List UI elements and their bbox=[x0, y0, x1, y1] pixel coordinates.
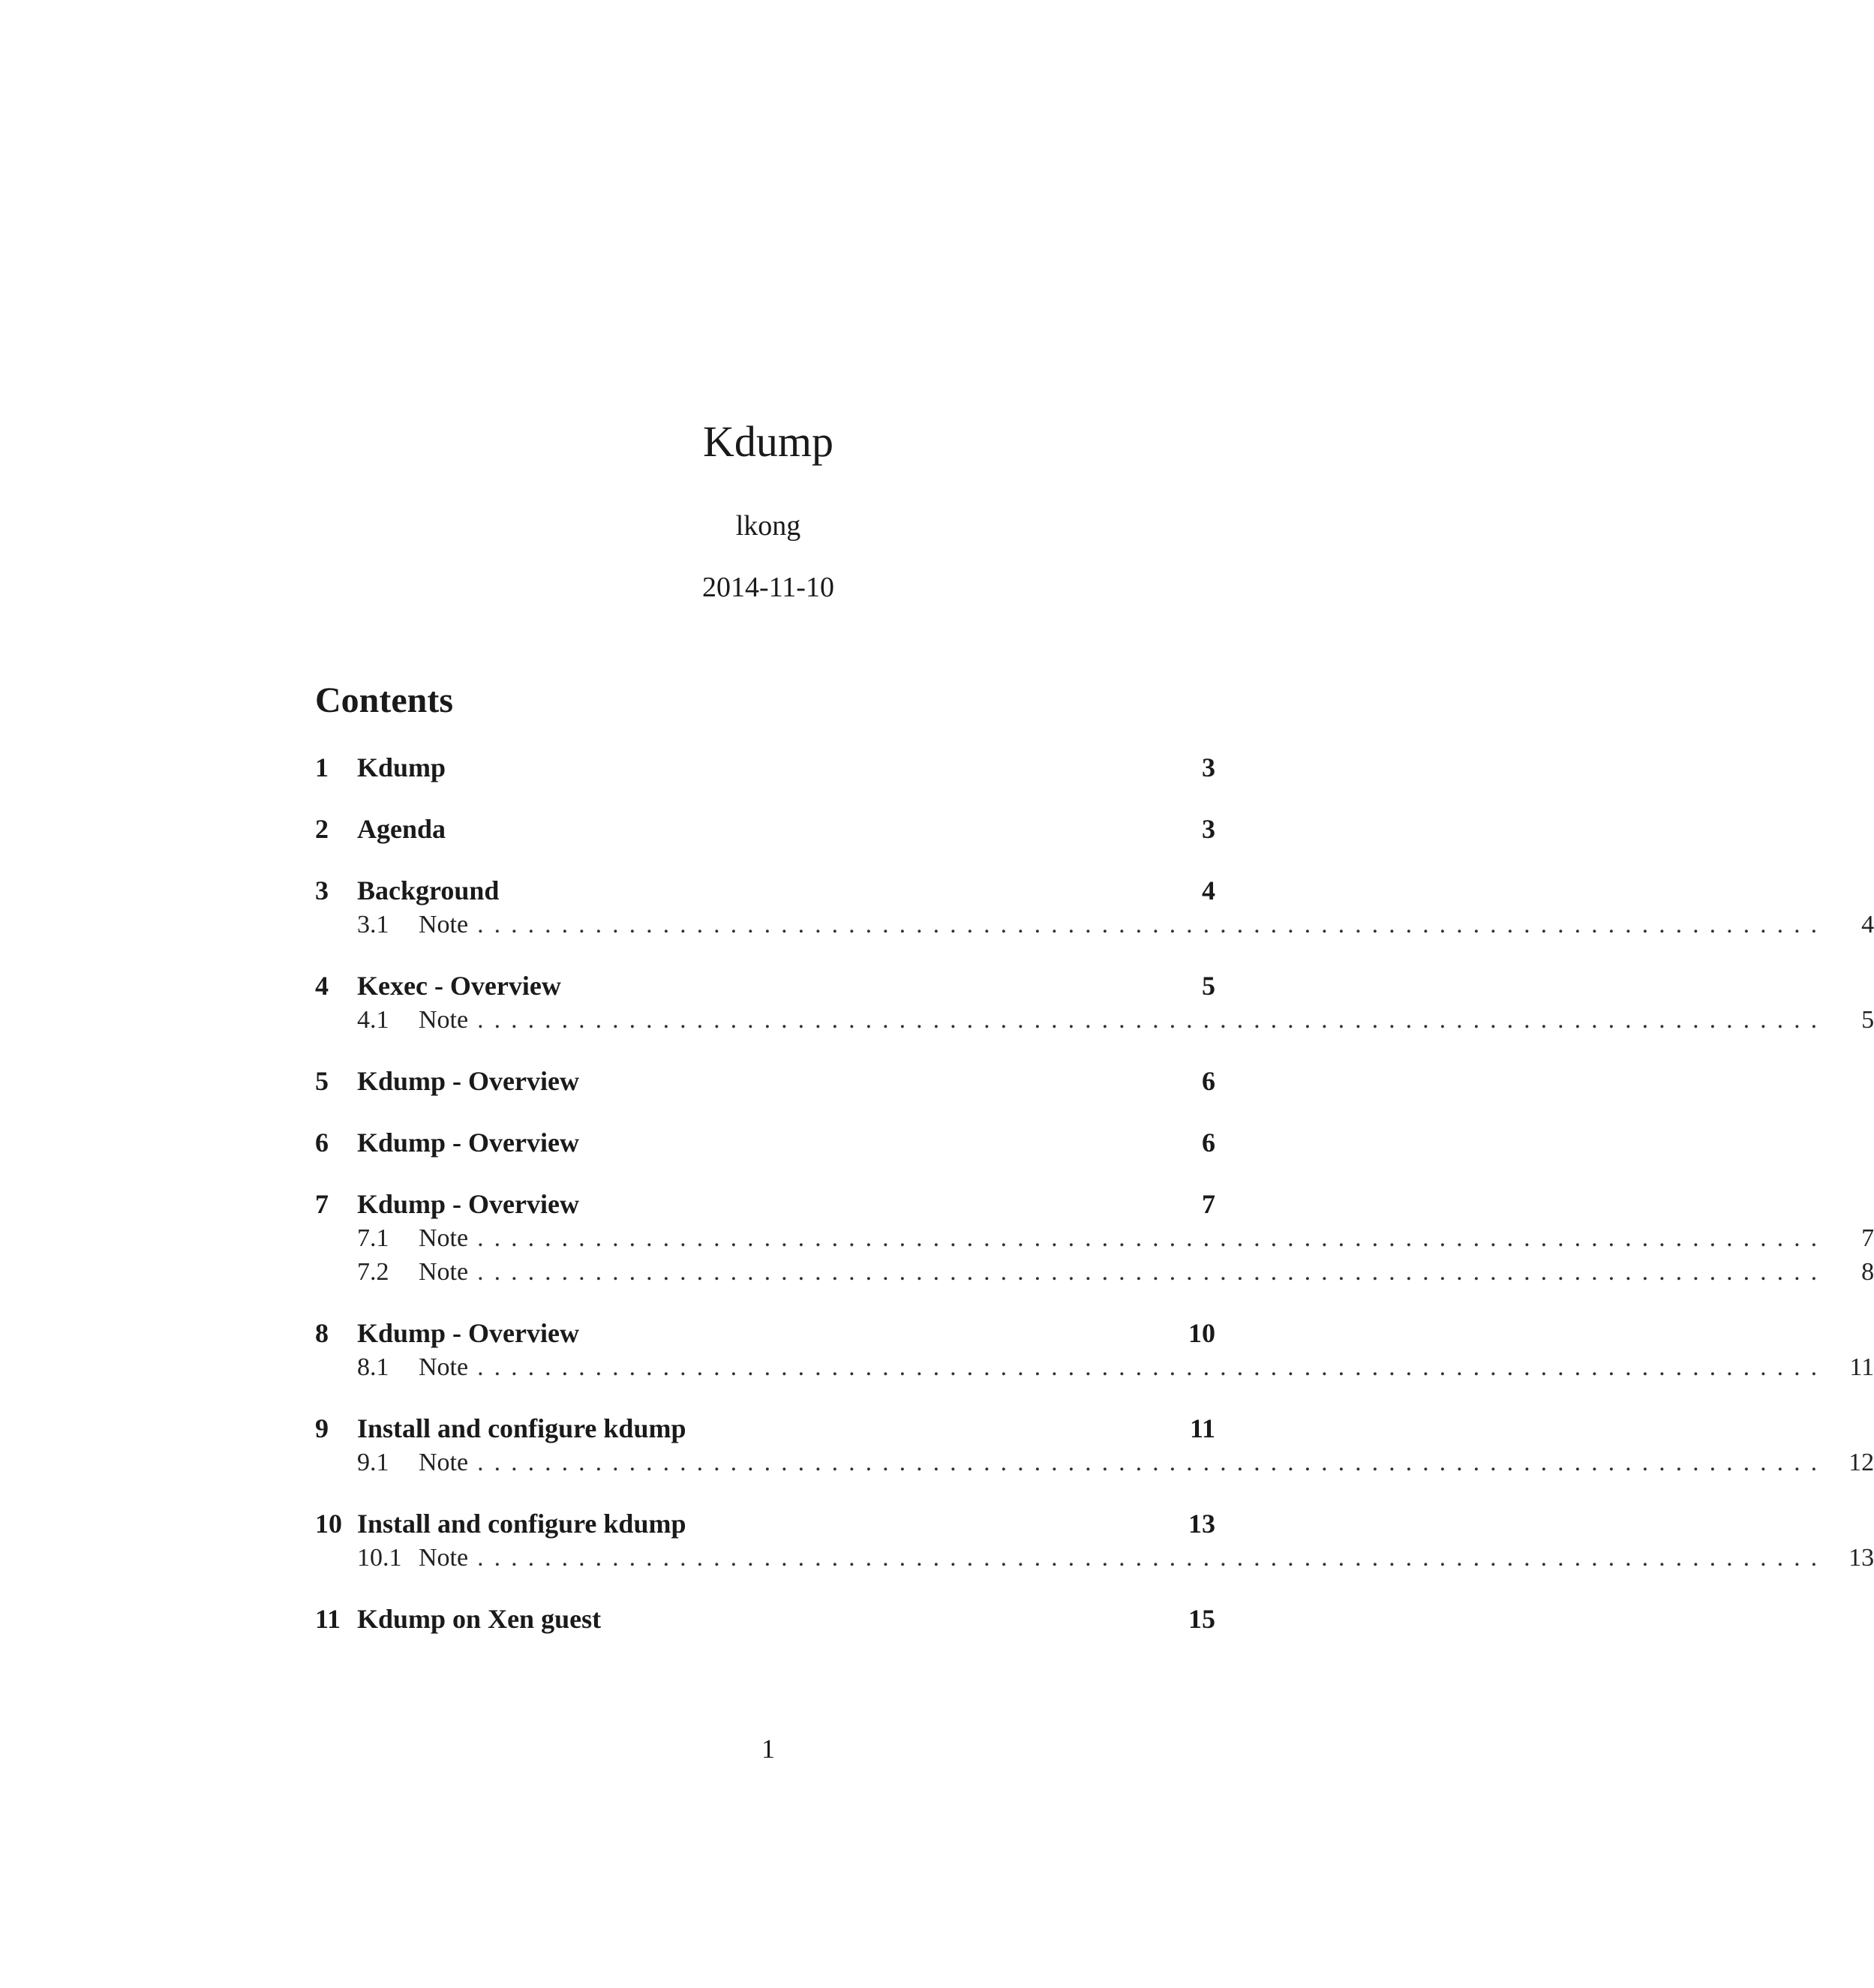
table-of-contents bbox=[315, 750, 1874, 1636]
toc-subsection-entry[interactable] bbox=[315, 1541, 1874, 1575]
toc-subsection-number: 3.1 bbox=[357, 911, 389, 938]
toc-subsection-title: Note bbox=[419, 911, 469, 938]
contents-heading: Contents bbox=[315, 680, 454, 720]
toc-section-title: Kdump - Overview bbox=[357, 1066, 579, 1096]
document-author: lkong bbox=[735, 510, 801, 542]
toc-section-page: 10 bbox=[1188, 1318, 1215, 1348]
toc-section-page: 5 bbox=[1202, 971, 1215, 1001]
toc-section-number: 3 bbox=[315, 875, 329, 905]
toc-section-entry[interactable] bbox=[315, 1506, 1215, 1541]
toc-section-title: Kdump bbox=[357, 752, 446, 782]
toc-section-title: Install and configure kdump bbox=[357, 1509, 686, 1539]
toc-section-entry[interactable] bbox=[315, 1411, 1215, 1446]
toc-section-page: 7 bbox=[1202, 1189, 1215, 1219]
toc-subsection-title: Note bbox=[419, 1006, 469, 1034]
toc-section-title: Agenda bbox=[357, 814, 446, 844]
toc-subsection-page: 8 bbox=[1861, 1258, 1874, 1286]
toc-subsection-page: 7 bbox=[1861, 1224, 1874, 1252]
toc-subsection-number: 7.1 bbox=[357, 1224, 389, 1252]
page-number: 1 bbox=[761, 1734, 775, 1764]
toc-section-entry[interactable] bbox=[315, 812, 1215, 846]
toc-section-page: 3 bbox=[1202, 752, 1215, 782]
toc-subsection-entry[interactable] bbox=[315, 908, 1874, 941]
toc-subsection-page: 12 bbox=[1848, 1449, 1874, 1476]
toc-subsection-page: 11 bbox=[1849, 1353, 1874, 1381]
toc-section-number: 11 bbox=[315, 1604, 341, 1634]
document-date: 2014-11-10 bbox=[702, 572, 834, 603]
toc-subsection-page: 13 bbox=[1848, 1544, 1874, 1572]
toc-section-entry[interactable] bbox=[315, 873, 1215, 908]
toc-subsection-entry[interactable] bbox=[315, 1255, 1874, 1289]
toc-section-page: 15 bbox=[1188, 1604, 1215, 1634]
toc-section-page: 13 bbox=[1188, 1509, 1215, 1539]
toc-subsection-entry[interactable] bbox=[315, 1446, 1874, 1479]
document-title: Kdump bbox=[703, 417, 833, 466]
toc-subsection-title: Note bbox=[419, 1224, 469, 1252]
toc-section-entry[interactable] bbox=[315, 1125, 1215, 1160]
toc-section-title: Install and configure kdump bbox=[357, 1413, 686, 1443]
toc-section-page: 4 bbox=[1202, 875, 1215, 905]
toc-subsection-title: Note bbox=[419, 1544, 469, 1572]
toc-subsection-title: Note bbox=[419, 1258, 469, 1286]
toc-section-number: 4 bbox=[315, 971, 329, 1001]
toc-section-number: 10 bbox=[315, 1509, 342, 1539]
toc-subsection-number: 9.1 bbox=[357, 1449, 389, 1476]
toc-section-entry[interactable] bbox=[315, 750, 1215, 785]
toc-section-page: 6 bbox=[1202, 1128, 1215, 1158]
toc-dot-leader: ................................................................................ bbox=[477, 1449, 1828, 1476]
toc-subsection-number: 7.2 bbox=[357, 1258, 389, 1286]
toc-section-number: 2 bbox=[315, 814, 329, 844]
toc-subsection-page: 5 bbox=[1861, 1006, 1874, 1034]
toc-section-page: 6 bbox=[1202, 1066, 1215, 1096]
toc-section-entry[interactable] bbox=[315, 1187, 1215, 1221]
toc-dot-leader: ................................................................................ bbox=[477, 1224, 1828, 1252]
toc-section-title: Kdump - Overview bbox=[357, 1189, 579, 1219]
toc-section-title: Kdump on Xen guest bbox=[357, 1604, 602, 1634]
toc-subsection-entry[interactable] bbox=[315, 1221, 1874, 1255]
toc-dot-leader: ................................................................................ bbox=[477, 1544, 1828, 1572]
toc-dot-leader: ................................................................................ bbox=[477, 1006, 1828, 1034]
toc-dot-leader: ................................................................................ bbox=[477, 1258, 1828, 1286]
toc-subsection-title: Note bbox=[419, 1353, 469, 1381]
toc-section-page: 3 bbox=[1202, 814, 1215, 844]
toc-section-title: Kdump - Overview bbox=[357, 1128, 579, 1158]
toc-section-page: 11 bbox=[1189, 1413, 1215, 1443]
toc-section-number: 1 bbox=[315, 752, 329, 782]
toc-dot-leader: ................................................................................ bbox=[477, 911, 1828, 938]
toc-subsection-entry[interactable] bbox=[315, 1350, 1874, 1384]
toc-subsection-number: 8.1 bbox=[357, 1353, 389, 1381]
toc-subsection-number: 10.1 bbox=[357, 1544, 402, 1572]
toc-section-title: Background bbox=[357, 875, 500, 905]
toc-subsection-page: 4 bbox=[1861, 911, 1874, 938]
toc-section-title: Kdump - Overview bbox=[357, 1318, 579, 1348]
toc-section-number: 5 bbox=[315, 1066, 329, 1096]
toc-section-entry[interactable] bbox=[315, 1316, 1215, 1350]
toc-subsection-entry[interactable] bbox=[315, 1003, 1874, 1037]
toc-subsection-title: Note bbox=[419, 1449, 469, 1476]
toc-dot-leader: ................................................................................ bbox=[477, 1353, 1828, 1381]
toc-section-number: 9 bbox=[315, 1413, 329, 1443]
toc-section-entry[interactable] bbox=[315, 1602, 1215, 1636]
toc-section-number: 6 bbox=[315, 1128, 329, 1158]
toc-section-entry[interactable] bbox=[315, 968, 1215, 1003]
toc-section-title: Kexec - Overview bbox=[357, 971, 561, 1001]
toc-section-entry[interactable] bbox=[315, 1064, 1215, 1098]
toc-subsection-number: 4.1 bbox=[357, 1006, 389, 1034]
toc-section-number: 7 bbox=[315, 1189, 329, 1219]
toc-section-number: 8 bbox=[315, 1318, 329, 1348]
